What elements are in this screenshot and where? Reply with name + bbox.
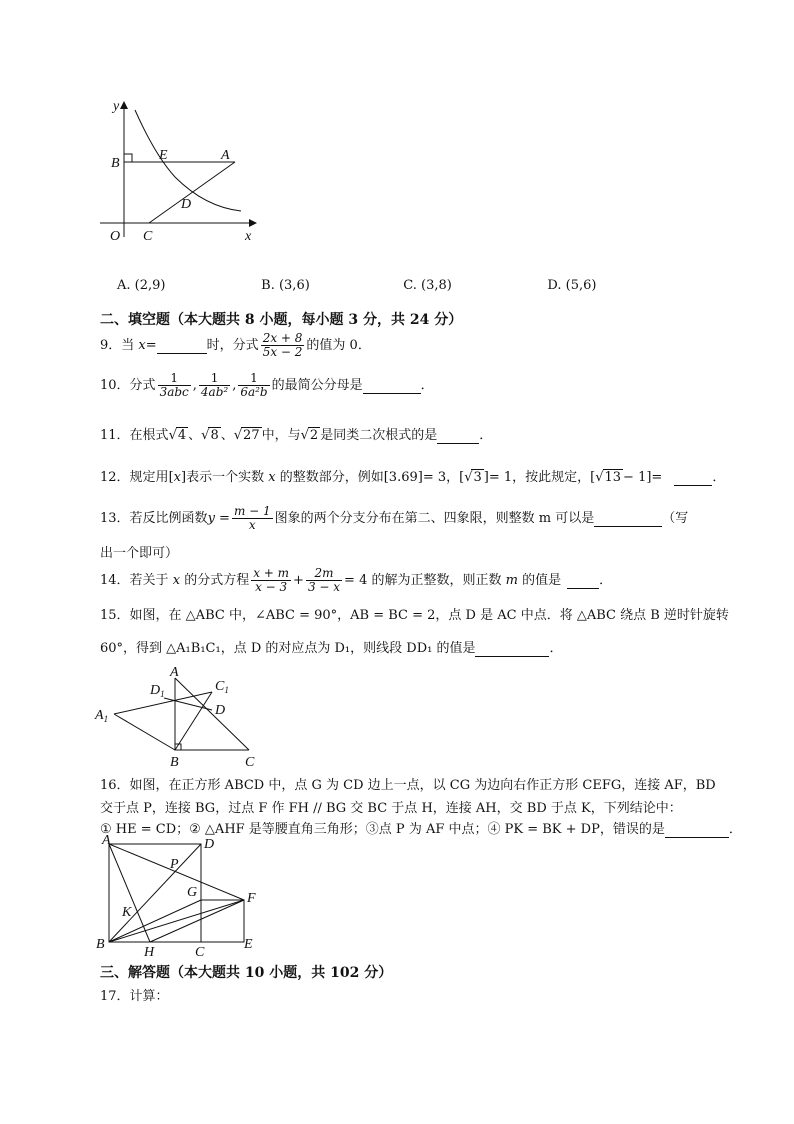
question-14: 14．若关于 x 的分式方程 $\frac{x + m}{x - 3}$ + $\frac{2m}{3 - x}$ = 4 的解为正整数，则正数 m 的值是 ．	[100, 566, 613, 594]
section-2-title: 二、填空题（本大题共 8 小题，每小题 3 分，共 24 分）	[100, 312, 463, 328]
label-D: D	[204, 837, 215, 852]
figure-16	[92, 834, 272, 958]
question-10: 10．分式 $\frac{1}{\text{3abc}}$ , $\frac{1}{\text{4ab²}}$ , $\frac{1}{\text{6a²b}}$ 的最简公分母是 ．	[100, 371, 434, 399]
answer-blank-14[interactable]	[567, 573, 599, 589]
label-B: B	[96, 937, 105, 952]
answer-blank-16[interactable]	[665, 822, 729, 838]
label-C1: $C_1$	[215, 679, 229, 695]
label-A: A	[102, 834, 111, 848]
question-13-line2: 出一个即可）	[100, 546, 179, 561]
label-D: D	[181, 197, 192, 212]
label-C: C	[245, 755, 255, 770]
segment-A1B	[114, 714, 175, 750]
question-15-line2: 60°，得到 △A₁B₁C₁，点 D 的对应点为 D₁，则线段 DD₁ 的值是 ．	[100, 641, 563, 656]
answer-blank-15[interactable]	[475, 641, 549, 657]
question-12: 12．规定用[x]表示一个实数 x 的整数部分，例如[3.69]= 3，[√3 ]= 1，按此规定，[√13 − 1]= ．	[100, 470, 726, 485]
section-3-title: 三、解答题（本大题共 10 小题，共 102 分）	[100, 965, 393, 981]
option-c[interactable]: C. (3,8)	[403, 278, 452, 293]
answer-blank-12[interactable]	[674, 470, 712, 486]
answer-blank-9[interactable]	[157, 338, 207, 354]
segment-CA	[149, 162, 235, 223]
answer-blank-13[interactable]	[594, 511, 662, 527]
question-16-line1: 16．如图，在正方形 ABCD 中，点 G 为 CD 边上一点，以 CG 为边向右作正方形 CEFG，连接 AF，BD	[100, 778, 716, 793]
question-17: 17．计算：	[100, 989, 169, 1004]
label-A1: $A_1$	[95, 708, 109, 724]
option-a[interactable]: A. (2,9)	[117, 278, 166, 293]
figure-15	[92, 662, 272, 770]
label-D: D	[215, 703, 226, 718]
q8-options	[117, 278, 596, 293]
question-13: 13．若反比例函数y = $\frac{m - 1}{x}$ 图象的两个分支分布在第二、四象限，则整数 m 可以是 （写	[100, 504, 689, 532]
label-K: K	[122, 905, 132, 920]
answer-blank-11[interactable]	[437, 428, 479, 444]
label-C: C	[143, 229, 153, 244]
segment-BC1	[175, 692, 212, 750]
fraction-9: $\frac{2x + 8}{5x - 2}$	[262, 331, 303, 359]
label-C: C	[195, 945, 205, 958]
label-x: x	[245, 229, 252, 244]
label-B: B	[111, 156, 120, 171]
label-E: E	[159, 148, 168, 163]
question-11: 11．在根式√4 、√8 、√27 中，与√2 是同类二次根式的是 ．	[100, 428, 493, 443]
hyperbola-graph-figure	[95, 95, 265, 250]
label-E: E	[244, 937, 253, 952]
segment-AC	[175, 678, 249, 750]
option-b[interactable]: B. (3,6)	[261, 278, 310, 293]
question-16-line3: ① HE = CD；② △AHF 是等腰直角三角形；③点 P 为 AF 中点；④ PK = BK + DP，错误的是 ．	[100, 822, 742, 837]
label-P: P	[170, 857, 179, 872]
label-A: A	[221, 148, 230, 163]
label-H: H	[144, 945, 155, 958]
question-9: 9．当 x= 时，分式 $\frac{2x + 8}{5x - 2}$ 的值为 0．	[100, 331, 371, 359]
right-angle-mark	[124, 154, 132, 162]
label-D1: $D_1$	[150, 683, 165, 699]
answer-blank-10[interactable]	[363, 378, 421, 394]
question-15-line1: 15．如图，在 △ABC 中，∠ABC = 90°，AB = BC = 2，点 D 是 AC 中点．将 △ABC 绕点 B 逆时针旋转	[100, 608, 729, 623]
label-B: B	[170, 755, 179, 770]
label-F: F	[247, 891, 256, 906]
label-y: y	[113, 99, 120, 114]
label-G: G	[187, 885, 198, 900]
label-A: A	[170, 665, 179, 680]
question-16-line2: 交于点 P，连接 BG，过点 F 作 FH // BG 交 BC 于点 H，连接 AH，交 BD 于点 K，下列结论中：	[100, 801, 682, 816]
segment-FH	[150, 900, 244, 942]
label-O: O	[110, 229, 121, 244]
option-d[interactable]: D. (5,6)	[547, 278, 597, 293]
